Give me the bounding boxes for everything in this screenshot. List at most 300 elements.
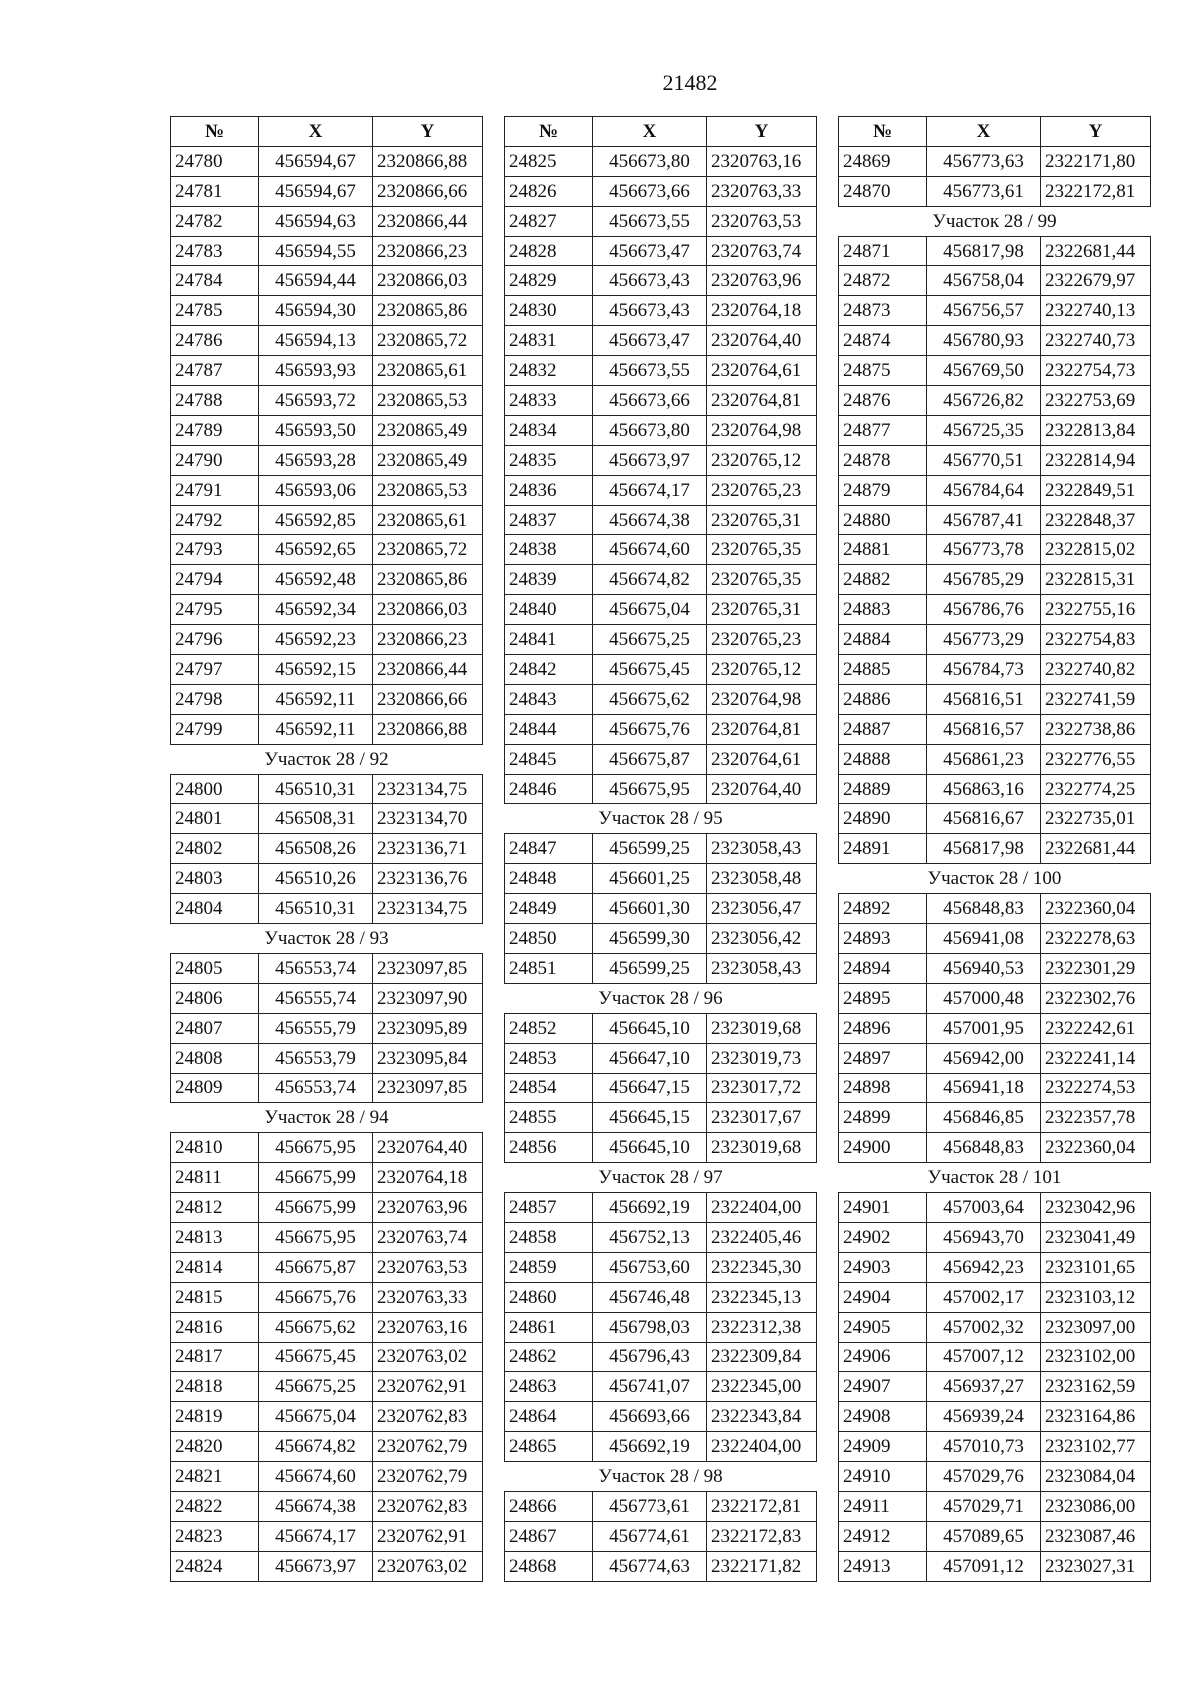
y-coordinate: 2320764,40: [373, 1133, 483, 1163]
point-number: 24887: [839, 714, 927, 744]
table-row: [839, 1551, 1151, 1581]
table-row: [839, 774, 1151, 804]
table-row: [505, 953, 817, 983]
x-coordinate: 457029,76: [927, 1462, 1041, 1492]
y-coordinate: 2322679,97: [1041, 266, 1151, 296]
table-row: [839, 266, 1151, 296]
x-coordinate: 456675,95: [593, 774, 707, 804]
y-coordinate: 2323095,84: [373, 1043, 483, 1073]
x-coordinate: 457000,48: [927, 983, 1041, 1013]
table-row: [839, 1342, 1151, 1372]
table-row: [505, 864, 817, 894]
table-row: [505, 206, 817, 236]
y-coordinate: 2322345,00: [707, 1372, 817, 1402]
x-coordinate: 456594,63: [259, 206, 373, 236]
point-number: 24791: [171, 475, 259, 505]
y-coordinate: 2320866,88: [373, 714, 483, 744]
table-row: [505, 684, 817, 714]
table-row: [839, 445, 1151, 475]
x-coordinate: 456674,38: [593, 505, 707, 535]
table-row: [505, 356, 817, 386]
x-coordinate: 456594,55: [259, 236, 373, 266]
point-number: 24881: [839, 535, 927, 565]
table-row: [505, 1193, 817, 1223]
y-coordinate: 2323164,86: [1041, 1402, 1151, 1432]
y-coordinate: 2322815,31: [1041, 565, 1151, 595]
point-number: 24907: [839, 1372, 927, 1402]
table-row: [505, 1551, 817, 1581]
y-coordinate: 2323086,00: [1041, 1491, 1151, 1521]
y-coordinate: 2320765,23: [707, 475, 817, 505]
x-coordinate: 456674,17: [259, 1521, 373, 1551]
table-row: [839, 1372, 1151, 1402]
table-row: [839, 1491, 1151, 1521]
point-number: 24891: [839, 834, 927, 864]
y-coordinate: 2322404,00: [707, 1193, 817, 1223]
table-row: [505, 505, 817, 535]
table-row: [839, 684, 1151, 714]
point-number: 24860: [505, 1282, 593, 1312]
table-row: [171, 1521, 483, 1551]
table-row: [505, 565, 817, 595]
point-number: 24843: [505, 684, 593, 714]
x-coordinate: 456941,18: [927, 1073, 1041, 1103]
table-row: [839, 924, 1151, 954]
table-row: [171, 1402, 483, 1432]
point-number: 24913: [839, 1551, 927, 1581]
y-coordinate: 2322357,78: [1041, 1103, 1151, 1133]
x-coordinate: 456673,80: [593, 146, 707, 176]
table-row: [171, 1252, 483, 1282]
point-number: 24895: [839, 983, 927, 1013]
x-coordinate: 456599,25: [593, 834, 707, 864]
y-coordinate: 2323058,43: [707, 953, 817, 983]
section-title: Участок 28 / 101: [839, 1163, 1151, 1193]
table-row: [505, 595, 817, 625]
x-coordinate: 456592,65: [259, 535, 373, 565]
table-row: [171, 505, 483, 535]
point-number: 24877: [839, 415, 927, 445]
table-row: [171, 415, 483, 445]
x-coordinate: 456555,74: [259, 983, 373, 1013]
point-number: 24870: [839, 176, 927, 206]
x-coordinate: 457029,71: [927, 1491, 1041, 1521]
table-row: [171, 774, 483, 804]
point-number: 24785: [171, 296, 259, 326]
point-number: 24803: [171, 864, 259, 894]
y-coordinate: 2323102,00: [1041, 1342, 1151, 1372]
table-row: [171, 1073, 483, 1103]
y-coordinate: 2322241,14: [1041, 1043, 1151, 1073]
point-number: 24838: [505, 535, 593, 565]
point-number: 24814: [171, 1252, 259, 1282]
point-number: 24827: [505, 206, 593, 236]
table-row: [171, 1163, 483, 1193]
point-number: 24889: [839, 774, 927, 804]
section-row: [505, 983, 817, 1013]
table-row: [505, 1252, 817, 1282]
x-coordinate: 456599,25: [593, 953, 707, 983]
point-number: 24844: [505, 714, 593, 744]
point-number: 24896: [839, 1013, 927, 1043]
y-coordinate: 2320865,61: [373, 356, 483, 386]
point-number: 24841: [505, 625, 593, 655]
table-row: [505, 1432, 817, 1462]
x-coordinate: 456770,51: [927, 445, 1041, 475]
point-number: 24805: [171, 953, 259, 983]
y-coordinate: 2323041,49: [1041, 1222, 1151, 1252]
x-coordinate: 456510,26: [259, 864, 373, 894]
table-row: [505, 535, 817, 565]
y-coordinate: 2322681,44: [1041, 834, 1151, 864]
point-number: 24820: [171, 1432, 259, 1462]
x-coordinate: 456673,66: [593, 176, 707, 206]
point-number: 24830: [505, 296, 593, 326]
point-number: 24834: [505, 415, 593, 445]
y-coordinate: 2322755,16: [1041, 595, 1151, 625]
y-coordinate: 2322360,04: [1041, 894, 1151, 924]
x-coordinate: 457091,12: [927, 1551, 1041, 1581]
point-number: 24840: [505, 595, 593, 625]
x-coordinate: 456675,04: [593, 595, 707, 625]
point-number: 24865: [505, 1432, 593, 1462]
x-coordinate: 456593,50: [259, 415, 373, 445]
y-coordinate: 2320762,91: [373, 1372, 483, 1402]
point-number: 24880: [839, 505, 927, 535]
x-coordinate: 456816,51: [927, 684, 1041, 714]
table-row: [171, 684, 483, 714]
y-coordinate: 2320765,12: [707, 655, 817, 685]
point-number: 24906: [839, 1342, 927, 1372]
point-number: 24867: [505, 1521, 593, 1551]
point-number: 24888: [839, 744, 927, 774]
table-row: [839, 894, 1151, 924]
y-coordinate: 2320866,44: [373, 206, 483, 236]
x-coordinate: 456817,98: [927, 236, 1041, 266]
point-number: 24897: [839, 1043, 927, 1073]
x-coordinate: 456798,03: [593, 1312, 707, 1342]
table-row: [505, 1222, 817, 1252]
table-row: [171, 266, 483, 296]
table-row: [505, 1342, 817, 1372]
point-number: 24837: [505, 505, 593, 535]
y-coordinate: 2323042,96: [1041, 1193, 1151, 1223]
section-title: Участок 28 / 96: [505, 983, 817, 1013]
y-coordinate: 2320865,53: [373, 386, 483, 416]
table-row: [505, 1282, 817, 1312]
table-row: [505, 714, 817, 744]
y-coordinate: 2322848,37: [1041, 505, 1151, 535]
x-coordinate: 456784,64: [927, 475, 1041, 505]
y-coordinate: 2320865,61: [373, 505, 483, 535]
y-coordinate: 2322405,46: [707, 1222, 817, 1252]
table-row: [839, 744, 1151, 774]
x-coordinate: 456593,72: [259, 386, 373, 416]
x-coordinate: 456592,11: [259, 714, 373, 744]
y-coordinate: 2323097,90: [373, 983, 483, 1013]
y-coordinate: 2322404,00: [707, 1432, 817, 1462]
x-coordinate: 456553,74: [259, 1073, 373, 1103]
y-coordinate: 2322301,29: [1041, 953, 1151, 983]
point-number: 24796: [171, 625, 259, 655]
table-row: [505, 236, 817, 266]
y-coordinate: 2323134,75: [373, 894, 483, 924]
y-coordinate: 2323058,43: [707, 834, 817, 864]
coordinate-column-1: [170, 116, 482, 1582]
x-coordinate: 456773,61: [593, 1491, 707, 1521]
x-coordinate: 456645,10: [593, 1013, 707, 1043]
point-number: 24795: [171, 595, 259, 625]
coordinate-column-2: [504, 116, 816, 1582]
table-row: [839, 505, 1151, 535]
y-coordinate: 2322343,84: [707, 1402, 817, 1432]
point-number: 24847: [505, 834, 593, 864]
y-coordinate: 2320865,53: [373, 475, 483, 505]
y-coordinate: 2322242,61: [1041, 1013, 1151, 1043]
y-coordinate: 2322172,81: [707, 1491, 817, 1521]
y-coordinate: 2322681,44: [1041, 236, 1151, 266]
x-coordinate: 456786,76: [927, 595, 1041, 625]
y-coordinate: 2320763,53: [707, 206, 817, 236]
y-coordinate: 2320763,02: [373, 1551, 483, 1581]
x-coordinate: 456593,06: [259, 475, 373, 505]
y-coordinate: 2320762,79: [373, 1432, 483, 1462]
x-coordinate: 456863,16: [927, 774, 1041, 804]
point-number: 24808: [171, 1043, 259, 1073]
table-row: [505, 1103, 817, 1133]
header-num: №: [505, 117, 593, 147]
point-number: 24842: [505, 655, 593, 685]
point-number: 24824: [171, 1551, 259, 1581]
y-coordinate: 2320762,83: [373, 1402, 483, 1432]
x-coordinate: 456673,97: [593, 445, 707, 475]
point-number: 24826: [505, 176, 593, 206]
table-row: [839, 625, 1151, 655]
x-coordinate: 456774,61: [593, 1521, 707, 1551]
x-coordinate: 456673,43: [593, 266, 707, 296]
table-row: [505, 1372, 817, 1402]
point-number: 24908: [839, 1402, 927, 1432]
x-coordinate: 456675,99: [259, 1193, 373, 1223]
y-coordinate: 2323095,89: [373, 1013, 483, 1043]
table-row: [171, 386, 483, 416]
point-number: 24874: [839, 326, 927, 356]
section-row: [505, 804, 817, 834]
x-coordinate: 456673,55: [593, 356, 707, 386]
table-row: [839, 535, 1151, 565]
header-num: №: [839, 117, 927, 147]
x-coordinate: 456817,98: [927, 834, 1041, 864]
x-coordinate: 456675,76: [259, 1282, 373, 1312]
x-coordinate: 456846,85: [927, 1103, 1041, 1133]
y-coordinate: 2322813,84: [1041, 415, 1151, 445]
point-number: 24886: [839, 684, 927, 714]
table-row: [839, 326, 1151, 356]
point-number: 24846: [505, 774, 593, 804]
y-coordinate: 2322172,83: [707, 1521, 817, 1551]
y-coordinate: 2320762,91: [373, 1521, 483, 1551]
table-row: [505, 326, 817, 356]
table-row: [171, 1551, 483, 1581]
y-coordinate: 2322740,13: [1041, 296, 1151, 326]
point-number: 24911: [839, 1491, 927, 1521]
section-title: Участок 28 / 100: [839, 864, 1151, 894]
x-coordinate: 456816,67: [927, 804, 1041, 834]
table-row: [171, 655, 483, 685]
table-row: [505, 1521, 817, 1551]
point-number: 24790: [171, 445, 259, 475]
y-coordinate: 2322312,38: [707, 1312, 817, 1342]
section-title: Участок 28 / 94: [171, 1103, 483, 1133]
y-coordinate: 2322735,01: [1041, 804, 1151, 834]
table-row: [839, 1073, 1151, 1103]
point-number: 24836: [505, 475, 593, 505]
table-row: [171, 176, 483, 206]
point-number: 24806: [171, 983, 259, 1013]
y-coordinate: 2322171,80: [1041, 146, 1151, 176]
table-row: [505, 296, 817, 326]
section-row: [171, 1103, 483, 1133]
point-number: 24819: [171, 1402, 259, 1432]
table-row: [171, 894, 483, 924]
y-coordinate: 2323056,42: [707, 924, 817, 954]
x-coordinate: 456592,11: [259, 684, 373, 714]
y-coordinate: 2323097,00: [1041, 1312, 1151, 1342]
y-coordinate: 2323084,04: [1041, 1462, 1151, 1492]
point-number: 24912: [839, 1521, 927, 1551]
x-coordinate: 456758,04: [927, 266, 1041, 296]
y-coordinate: 2322345,30: [707, 1252, 817, 1282]
point-number: 24810: [171, 1133, 259, 1163]
point-number: 24845: [505, 744, 593, 774]
x-coordinate: 456599,30: [593, 924, 707, 954]
point-number: 24858: [505, 1222, 593, 1252]
x-coordinate: 456673,47: [593, 326, 707, 356]
table-row: [171, 1462, 483, 1492]
table-row: [505, 655, 817, 685]
y-coordinate: 2320765,23: [707, 625, 817, 655]
x-coordinate: 456675,87: [593, 744, 707, 774]
section-row: [839, 1163, 1151, 1193]
page-number: 21482: [662, 70, 718, 95]
table-row: [171, 535, 483, 565]
point-number: 24793: [171, 535, 259, 565]
table-row: [839, 1222, 1151, 1252]
header-y: Y: [707, 117, 817, 147]
table-row: [171, 356, 483, 386]
x-coordinate: 456593,93: [259, 356, 373, 386]
point-number: 24859: [505, 1252, 593, 1282]
table-row: [505, 266, 817, 296]
y-coordinate: 2323101,65: [1041, 1252, 1151, 1282]
point-number: 24863: [505, 1372, 593, 1402]
table-row: [505, 1073, 817, 1103]
x-coordinate: 456674,82: [593, 565, 707, 595]
table-row: [505, 386, 817, 416]
point-number: 24872: [839, 266, 927, 296]
point-number: 24901: [839, 1193, 927, 1223]
x-coordinate: 457003,64: [927, 1193, 1041, 1223]
point-number: 24894: [839, 953, 927, 983]
point-number: 24849: [505, 894, 593, 924]
header-y: Y: [1041, 117, 1151, 147]
x-coordinate: 456692,19: [593, 1432, 707, 1462]
x-coordinate: 456941,08: [927, 924, 1041, 954]
table-header-row: [839, 117, 1151, 147]
y-coordinate: 2320763,33: [373, 1282, 483, 1312]
point-number: 24882: [839, 565, 927, 595]
x-coordinate: 456601,25: [593, 864, 707, 894]
point-number: 24799: [171, 714, 259, 744]
y-coordinate: 2320865,72: [373, 326, 483, 356]
y-coordinate: 2320764,81: [707, 386, 817, 416]
y-coordinate: 2320763,96: [373, 1193, 483, 1223]
x-coordinate: 457007,12: [927, 1342, 1041, 1372]
point-number: 24782: [171, 206, 259, 236]
coordinate-column-3: [838, 116, 1150, 1582]
point-number: 24854: [505, 1073, 593, 1103]
table-row: [171, 1013, 483, 1043]
table-row: [505, 894, 817, 924]
y-coordinate: 2323017,67: [707, 1103, 817, 1133]
x-coordinate: 456675,45: [593, 655, 707, 685]
x-coordinate: 456673,55: [593, 206, 707, 236]
point-number: 24903: [839, 1252, 927, 1282]
x-coordinate: 456774,63: [593, 1551, 707, 1581]
table-row: [839, 176, 1151, 206]
table-row: [839, 1432, 1151, 1462]
point-number: 24869: [839, 146, 927, 176]
y-coordinate: 2320764,40: [707, 326, 817, 356]
point-number: 24813: [171, 1222, 259, 1252]
table-row: [171, 475, 483, 505]
x-coordinate: 456673,66: [593, 386, 707, 416]
y-coordinate: 2320866,03: [373, 266, 483, 296]
table-row: [505, 774, 817, 804]
point-number: 24797: [171, 655, 259, 685]
table-row: [505, 415, 817, 445]
section-title: Участок 28 / 92: [171, 744, 483, 774]
y-coordinate: 2320865,49: [373, 415, 483, 445]
table-row: [171, 565, 483, 595]
table-row: [171, 953, 483, 983]
point-number: 24873: [839, 296, 927, 326]
table-row: [171, 804, 483, 834]
point-number: 24801: [171, 804, 259, 834]
x-coordinate: 456675,45: [259, 1342, 373, 1372]
point-number: 24804: [171, 894, 259, 924]
x-coordinate: 456769,50: [927, 356, 1041, 386]
point-number: 24817: [171, 1342, 259, 1372]
table-row: [839, 1402, 1151, 1432]
table-row: [171, 714, 483, 744]
y-coordinate: 2322309,84: [707, 1342, 817, 1372]
table-row: [839, 1013, 1151, 1043]
x-coordinate: 456943,70: [927, 1222, 1041, 1252]
x-coordinate: 456645,15: [593, 1103, 707, 1133]
y-coordinate: 2322740,73: [1041, 326, 1151, 356]
table-row: [505, 445, 817, 475]
y-coordinate: 2323134,75: [373, 774, 483, 804]
y-coordinate: 2320764,61: [707, 356, 817, 386]
point-number: 24892: [839, 894, 927, 924]
x-coordinate: 456942,00: [927, 1043, 1041, 1073]
y-coordinate: 2320764,98: [707, 684, 817, 714]
table-row: [171, 595, 483, 625]
x-coordinate: 456752,13: [593, 1222, 707, 1252]
y-coordinate: 2320765,35: [707, 535, 817, 565]
point-number: 24839: [505, 565, 593, 595]
